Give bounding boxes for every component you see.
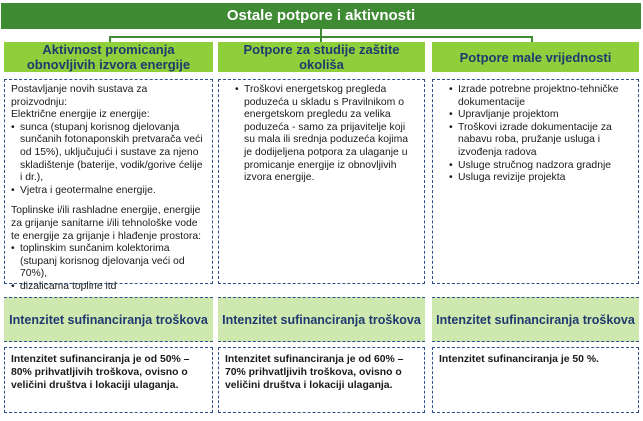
intensity-header-renewables: Intenzitet sufinanciranja troškova [4,297,213,342]
list-item: • Upravljanje projektom [458,109,632,122]
content-box-studies [218,79,425,284]
intensity-text-renewables: Intenzitet sufinanciranja je od 50% – 80% prihvatljivih troškova, ovisno o veličini društva i lokaciji ulaganja. [4,347,213,413]
list-item: • Usluga revizije projekta [458,172,632,185]
intensity-text-small-value: Intenzitet sufinanciranja je 50 %. [432,347,639,413]
content-box-renewables [4,79,213,292]
list-small-value [449,84,632,185]
list-renewables-thermal [11,243,206,293]
list-item: • Troškovi izrade dokumentacije za nabavu roba, pružanje usluga i izvođenja radova [458,122,632,160]
list-studies [235,84,418,185]
content-box-small-value [432,79,639,284]
intensity-header-small-value: Intenzitet sufinanciranja troškova [432,297,639,342]
list-item: • Izrade potrebne projektno-tehničke dokumentacije [458,84,632,109]
intro-text-2: Električne energije iz energije: [11,109,150,121]
column-header-renewables: Aktivnost promicanja obnovljivih izvora energije [4,42,213,72]
diagram-title: Ostale potpore i aktivnosti [1,3,641,29]
paragraph-thermal: Toplinske i/ili rashladne energije, energije za grijanje sanitarne i/ili tehnološke vode te energije za grijanje i hlađenje prostora: [11,205,202,242]
intensity-header-studies: Intenzitet sufinanciranja troškova [218,297,425,342]
column-header-small-value: Potpore male vrijednosti [432,42,639,72]
intro-text: Postavljanje novih sustava za proizvodnju: [11,84,148,108]
list-item: • Usluge stručnog nadzora gradnje [458,160,632,173]
list-item: • Vjetra i geotermalne energije. [20,185,206,198]
list-item: • sunca (stupanj korisnog djelovanja sunčanih fotonaponskih pretvarača veći od 15%), uključujući i sustave za njeno skladištenje (baterije, vodik/gorive ćelije i dr.), [20,122,206,185]
list-item: • toplinskim sunčanim kolektorima (stupanj korisnog djelovanja veći od 70%), [20,243,206,281]
list-renewables-electric [11,122,206,198]
list-item: • dizalicama topline itd [20,281,206,294]
list-item: • Troškovi energetskog pregleda poduzeća u skladu s Pravilnikom o energetskom pregledu za velika poduzeća - samo za prijavitelje koji su mala ili srednja poduzeća kojima je dodijeljena potpora za ulaganje u promicanje energije iz obnovljivih izvora energije. [244,84,418,185]
intensity-text-studies: Intenzitet sufinanciranja je od 60% – 70% prihvatljivih troškova, ovisno o veličini društva i lokaciji ulaganja. [218,347,425,413]
column-header-studies: Potpore za studije zaštite okoliša [218,42,425,72]
